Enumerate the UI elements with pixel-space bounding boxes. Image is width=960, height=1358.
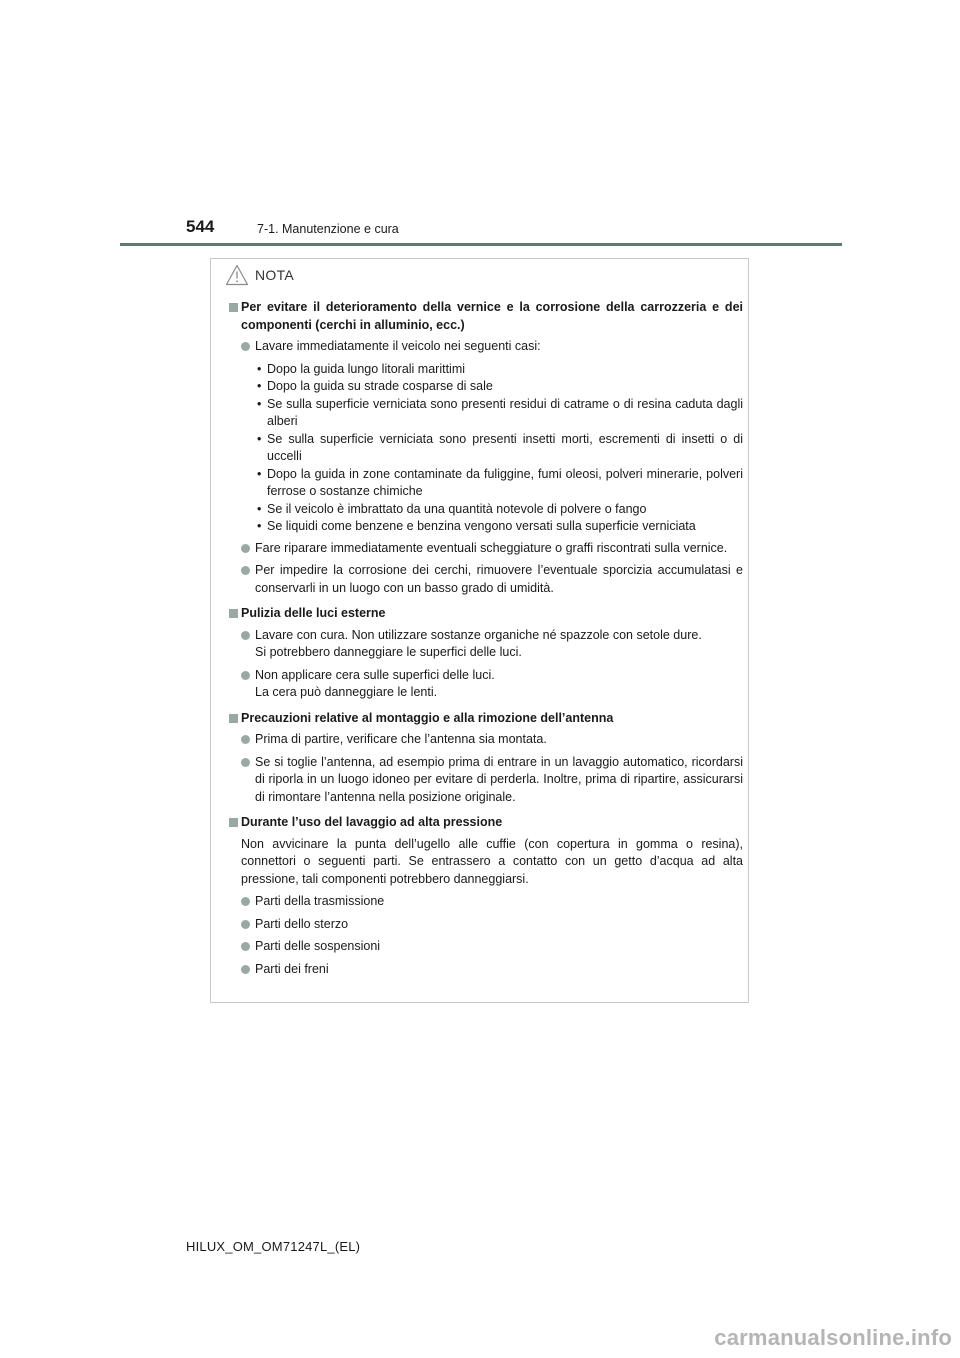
bullet-item [229,731,743,749]
section-heading-text: Durante l’uso del lavaggio ad alta pressione [241,815,503,829]
round-bullet-icon [241,942,250,951]
round-bullet-icon [241,920,250,929]
sub-item: • Se il veicolo è imbrattato da una quantità notevole di polvere o fango [257,501,647,516]
square-bullet-icon [229,303,238,312]
bullet-text: Parti delle sospensioni [255,939,381,953]
note-label: NOTA [255,267,295,283]
sub-item-text: Se il veicolo è imbrattato da una quantità notevole di polvere o fango [267,501,647,516]
sub-item: • Se sulla superficie verniciata sono presenti residui di catrame o di resina caduta dagli alberi [257,396,743,428]
section-heading [229,605,743,623]
section-heading [229,710,743,728]
bullet-text: Lavare con cura. Non utilizzare sostanze organiche né spazzole con setole dure. [255,627,702,642]
sub-item: • Dopo la guida lungo litorali marittimi [257,361,466,376]
warning-triangle-icon [225,264,249,286]
round-bullet-icon [241,897,250,906]
bullet-item [229,562,743,597]
bullet-item [229,754,743,807]
sub-list [229,361,743,536]
section-heading-text: Pulizia delle luci esterne [241,606,386,620]
bullet-item [229,540,743,558]
sub-item-text: Se liquidi come benzene e benzina vengono versati sulla superficie verniciata [267,519,696,533]
section-heading-text: Per evitare il deterioramento della vernice e la corrosione della carrozzeria e dei componenti (cerchi in alluminio, ecc.) [241,300,743,332]
section-heading-text: Precauzioni relative al montaggio e alla rimozione dell’antenna [241,710,614,725]
bullet-text: Prima di partire, verificare che l’antenna sia montata. [255,732,547,746]
square-bullet-icon [229,609,238,618]
sub-item-text: Se sulla superficie verniciata sono presenti insetti morti, escrementi di insetti o di uccelli [267,431,743,463]
document-code: HILUX_OM_OM71247L_(EL) [186,1239,361,1254]
round-bullet-icon [241,735,250,744]
bullet-item [229,893,743,911]
bullet-item [229,627,743,662]
note-box [210,258,749,1003]
bullet-text: Per impedire la corrosione dei cerchi, rimuovere l’eventuale sporcizia accumulatasi e conservarli in un luogo con un basso grado di umidità. [255,563,743,595]
round-bullet-icon [241,671,250,680]
section-heading [229,814,743,832]
watermark: carmanualsonline.info [714,1325,952,1350]
round-bullet-icon [241,631,250,640]
sub-item-text: Dopo la guida su strade cosparse di sale [267,379,493,393]
bullet-item [229,667,743,702]
sub-item: • Se liquidi come benzene e benzina vengono versati sulla superficie verniciata [257,519,696,533]
sub-item: • Dopo la guida in zone contaminate da fuliggine, fumi oleosi, polveri minerarie, polveri ferrose o sostanze chimiche [257,466,743,498]
bullet-text: Parti dei freni [255,961,329,976]
sub-item: • Dopo la guida su strade cosparse di sale [257,379,493,393]
note-content [229,299,743,983]
note-header [225,264,294,286]
bullet-item [229,338,743,356]
bullet-item [229,961,743,979]
bullet-text: Lavare immediatamente il veicolo nei seguenti casi: [255,339,541,353]
bullet-text: Se si toglie l’antenna, ad esempio prima di entrare in un lavaggio automatico, ricordarsi di riporla in un luogo idoneo per evitare di perderla. Inoltre, prima di ripartire, assicurarsi di rimontare l’antenna nella posizione originale. [255,754,743,804]
bullet-text-continued: La cera può danneggiare le lenti. [255,685,438,699]
bullet-item [229,938,743,956]
sub-item-text: Dopo la guida lungo litorali marittimi [267,361,466,376]
bullet-text: Parti dello sterzo [255,916,349,931]
section-heading [229,299,743,334]
bullet-text: Fare riparare immediatamente eventuali scheggiature o graffi riscontrati sulla vernice. [255,540,728,555]
bullet-text: Parti della trasmissione [255,894,385,908]
sub-item: • Se sulla superficie verniciata sono presenti insetti morti, escrementi di insetti o di uccelli [257,431,743,463]
sub-item-text: Se sulla superficie verniciata sono presenti residui di catrame o di resina caduta dagli alberi [267,396,743,428]
square-bullet-icon [229,714,238,723]
square-bullet-icon [229,818,238,827]
bullet-item [229,916,743,934]
round-bullet-icon [241,544,250,553]
sub-item-text: Dopo la guida in zone contaminate da fuliggine, fumi oleosi, polveri minerarie, polveri ferrose o sostanze chimiche [267,466,743,498]
round-bullet-icon [241,965,250,974]
header-rule [120,243,842,246]
bullet-text-continued: Si potrebbero danneggiare le superfici delle luci. [255,645,522,659]
round-bullet-icon [241,566,250,575]
section-paragraph: Non avvicinare la punta dell’ugello alle cuffie (con copertura in gomma o resina), connettori o seguenti parti. Se entrassero a contatto con un getto d’acqua ad alta pressione, tali componenti potrebbero danneggiarsi. [241,836,743,886]
round-bullet-icon [241,758,250,767]
round-bullet-icon [241,342,250,351]
section-title: 7-1. Manutenzione e cura [257,222,399,236]
page-number: 544 [186,217,215,236]
bullet-text: Non applicare cera sulle superfici delle luci. [255,667,495,682]
